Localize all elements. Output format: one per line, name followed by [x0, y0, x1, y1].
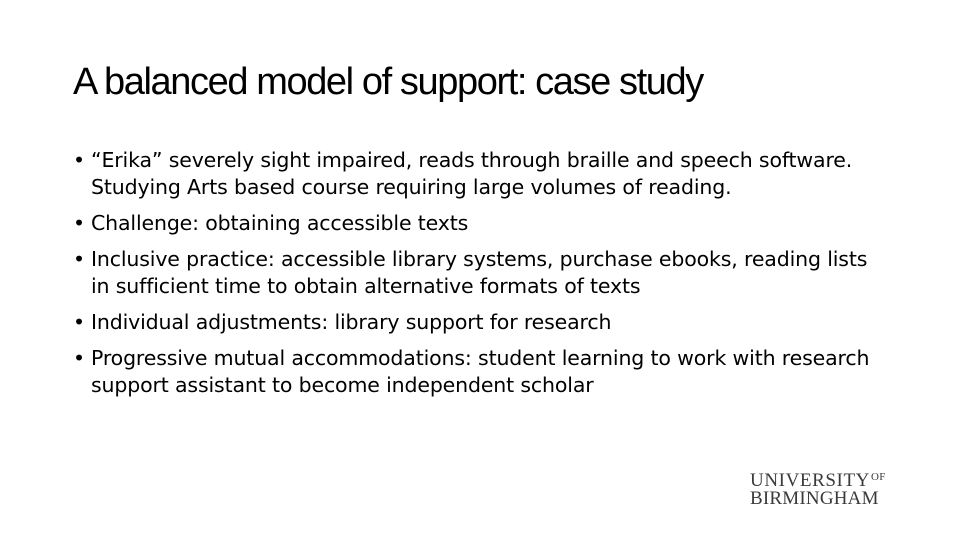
bullet-item-individual-adjustments [73, 309, 873, 336]
university-logo [750, 468, 910, 508]
logo-line-university [750, 468, 910, 490]
bullet-list [73, 147, 873, 408]
logo-university-text: UNIVERSITY [750, 470, 870, 491]
bullet-item-progressive-accommodations [73, 345, 873, 399]
bullet-point-icon: • [73, 346, 85, 370]
bullet-text: Inclusive practice: accessible library systems, purchase ebooks, reading lists in sufficient time to obtain alternative formats of texts [91, 247, 868, 298]
bullet-item-inclusive-practice [73, 246, 873, 300]
logo-line-birmingham: BIRMINGHAM [750, 488, 879, 509]
slide-title: A balanced model of support: case study [73, 61, 703, 103]
bullet-point-icon: • [73, 148, 85, 172]
bullet-item-erika [73, 147, 873, 201]
bullet-text: Individual adjustments: library support for research [91, 310, 612, 334]
bullet-text: “Erika” severely sight impaired, reads through braille and speech software. Studying Arts based course requiring large volumes of reading. [91, 148, 853, 199]
bullet-point-icon: • [73, 310, 85, 334]
logo-of-text: OF [871, 471, 886, 483]
bullet-item-challenge [73, 210, 873, 237]
bullet-text: Progressive mutual accommodations: student learning to work with research support assistant to become independent scholar [91, 346, 870, 397]
bullet-text: Challenge: obtaining accessible texts [91, 211, 469, 235]
bullet-point-icon: • [73, 247, 85, 271]
bullet-point-icon: • [73, 211, 85, 235]
